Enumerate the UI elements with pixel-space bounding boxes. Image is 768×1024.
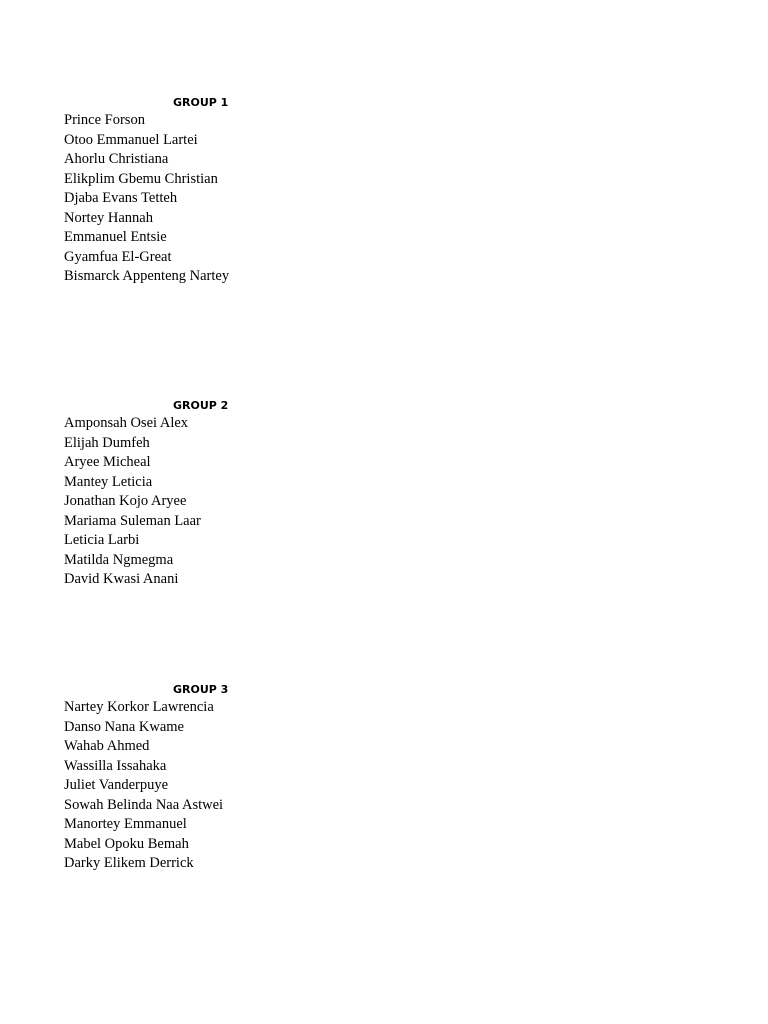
list-item: Mariama Suleman Laar <box>64 512 201 529</box>
list-item: Sowah Belinda Naa Astwei <box>64 796 224 813</box>
list-item: Prince Forson <box>64 112 145 128</box>
group-2-section <box>64 397 384 590</box>
list-item: David Kwasi Anani <box>64 571 179 587</box>
list-item: Manortey Emmanuel <box>64 816 187 832</box>
list-item: Aryee Micheal <box>64 454 151 470</box>
list-item: Emmanuel Entsie <box>64 229 167 245</box>
group-2-title: GROUP 2 <box>173 399 229 412</box>
list-item: Nortey Hannah <box>64 209 153 226</box>
group-2-member-list <box>64 414 384 590</box>
list-item: Ahorlu Christiana <box>64 151 169 167</box>
list-item: Mabel Opoku Bemah <box>64 835 189 852</box>
list-item: Juliet Vanderpuye <box>64 777 169 793</box>
list-item: Wahab Ahmed <box>64 738 150 754</box>
list-item: Elikplim Gbemu Christian <box>64 170 218 187</box>
group-3-member-list <box>64 698 384 874</box>
list-item: Elijah Dumfeh <box>64 434 150 451</box>
list-item: Darky Elikem Derrick <box>64 855 194 871</box>
group-3-title: GROUP 3 <box>173 683 229 696</box>
list-item: Matilda Ngmegma <box>64 551 174 568</box>
list-item: Leticia Larbi <box>64 532 140 548</box>
list-item: Amponsah Osei Alex <box>64 415 189 431</box>
list-item: Wassilla Issahaka <box>64 757 167 774</box>
group-1-member-list <box>64 111 384 287</box>
list-item: Bismarck Appenteng Nartey <box>64 268 230 284</box>
list-item: Gyamfua El-Great <box>64 248 172 265</box>
list-item: Djaba Evans Tetteh <box>64 190 178 206</box>
group-3-section <box>64 681 384 874</box>
list-item: Mantey Leticia <box>64 473 153 490</box>
list-item: Nartey Korkor Lawrencia <box>64 699 214 715</box>
list-item: Jonathan Kojo Aryee <box>64 493 187 509</box>
list-item: Danso Nana Kwame <box>64 718 184 735</box>
list-item: Otoo Emmanuel Lartei <box>64 131 198 148</box>
group-1-title: GROUP 1 <box>173 96 229 109</box>
group-1-section <box>64 94 384 287</box>
